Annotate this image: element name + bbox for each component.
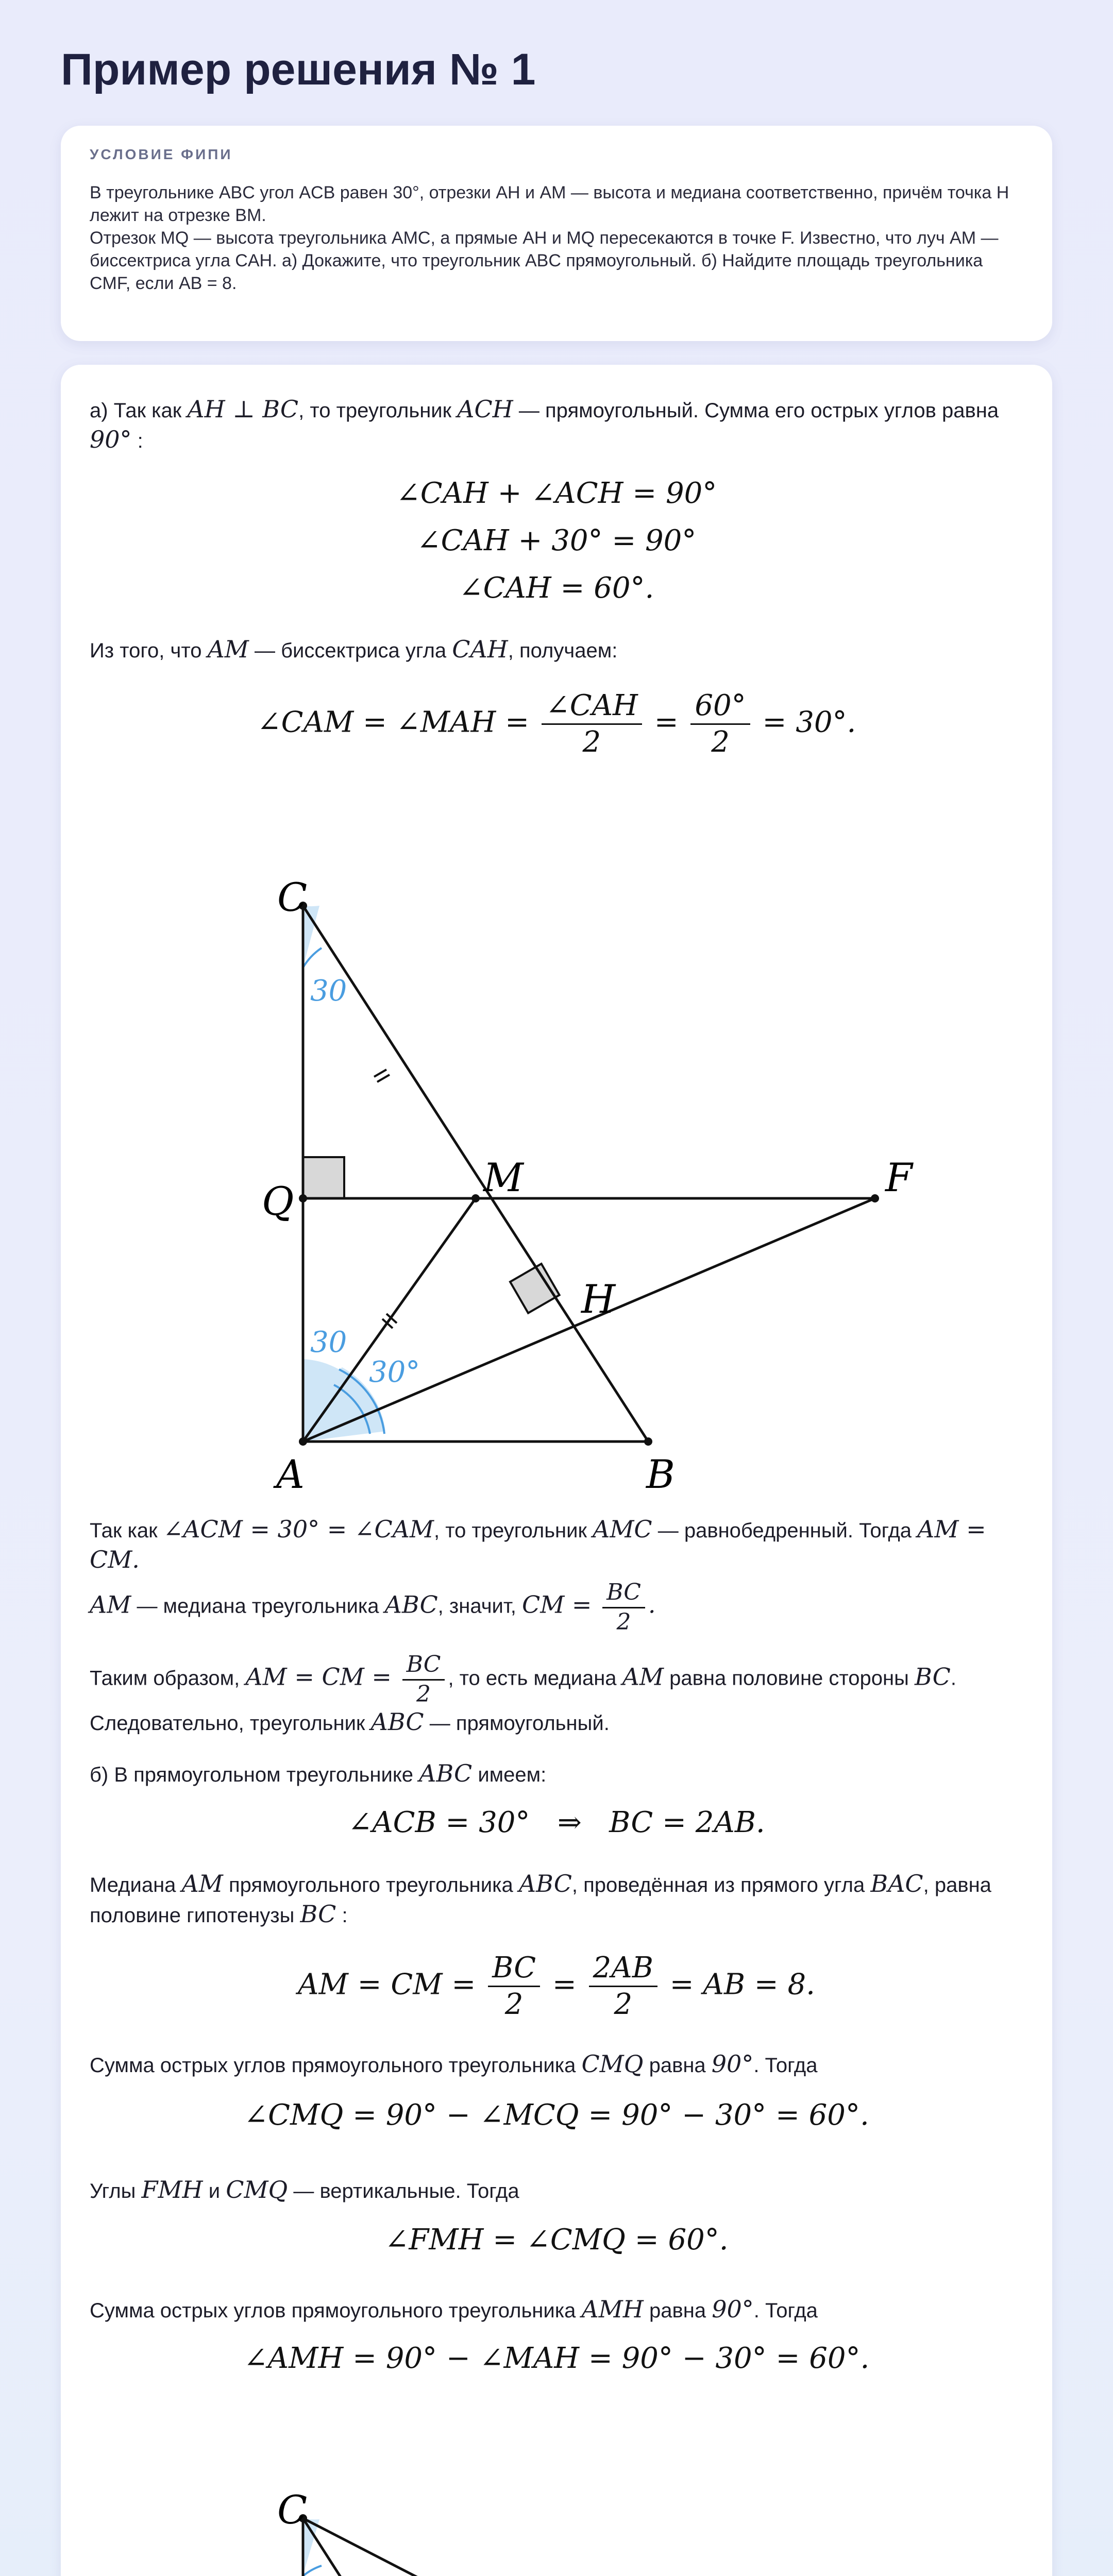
tick-cm-1 [374,1070,386,1077]
right-angle-q [303,1157,344,1198]
condition-card [61,126,1052,341]
equation-3: ∠CAH = 60°. [459,571,654,605]
label-m: M [483,1155,524,1200]
solution-text-3: Так как ∠ACM = 30° = ∠CAM, то треугольник AMC — равнобедренный. Тогда AM = CM. [90,1515,986,1573]
label-a: A [276,1451,305,1497]
solution-text-4: AM — медиана треугольника ABC, значит, CM = $\frac{BC}{2}$ . [90,1579,656,1635]
solution-text-8: Сумма острых углов прямоугольного треугольника CMQ равна 90°. Тогда [90,2050,818,2078]
solution-card [61,365,1052,2576]
condition-paragraph-1: В треугольнике ABC угол ACB равен 30°, отрезки AH и AM — высота и медиана соответственно, причём точка H лежит на отрезке BM. [90,183,1009,225]
angle-c-arc [303,2566,322,2576]
equation-9: ∠AMH = 90° − ∠MAH = 90° − 30° = 60°. [243,2342,870,2375]
equation-2: ∠CAH + 30° = 90° [416,524,697,557]
label-f: F [885,1155,913,1200]
angle-c-label: 30 [310,974,347,1008]
condition-text [90,181,1023,295]
figure-1-diagram [246,818,913,1509]
line-cf [303,2518,875,2576]
equation-5: ∠ACB = 30° ⇒ BC = 2AB. [348,1806,765,1839]
solution-text-6: б) В прямоугольном треугольнике ABC имеем: [90,1759,547,1787]
line-cb [303,2518,648,2576]
point-f [871,1194,879,1202]
condition-label: УСЛОВИЕ ФИПИ [90,146,233,162]
condition-paragraph-2: Отрезок MQ — высота треугольника AMC, а прямые AH и MQ пересекаются в точке F. Известно, что луч AM — биссектриса угла CAH. а) Докажите, что треугольник ABC прямоугольный. б) Найдите площадь треугольника CMF, если AB = 8. [90,228,999,293]
solution-text-10: Сумма острых углов прямоугольного треугольника AMH равна 90°. Тогда [90,2295,818,2323]
equation-4: ∠CAM = ∠MAH = $\frac{\text{∠CAH}}{2}$ = $\frac{60^\circ}{2}$ = 30°. [257,689,856,759]
label-c: C [277,2487,308,2533]
line-cb [303,906,648,1442]
equation-8: ∠FMH = ∠CMQ = 60°. [384,2223,729,2257]
angle-a1-label: 30 [310,1326,347,1359]
angle-a2-label: 30° [369,1355,420,1389]
page-title: Пример решения № 1 [61,45,536,94]
solution-text-5: Таким образом, AM = CM = $\frac{BC}{2}$ , то есть медиана AM равна половине стороны BC. Следовательно, треугольник ABC — прямоугольный. [90,1651,956,1736]
equation-7: ∠CMQ = 90° − ∠MCQ = 90° − 30° = 60°. [244,2098,869,2132]
solution-text-1: а) Так как AH ⊥ BC, то треугольник ACH — прямоугольный. Сумма его острых углов равна 90° : [90,395,999,453]
right-angle-h [510,1264,560,1313]
label-b: B [646,1451,675,1497]
solution-text-2: Из того, что AM — биссектриса угла CAH, получаем: [90,635,618,663]
point-b [644,1437,652,1446]
label-c: C [277,874,308,920]
equation-6: AM = CM = $\frac{BC}{2}$ = $\frac{2AB}{2}$ = AB = 8. [298,1951,815,2022]
equation-1: ∠CAH + ∠ACH = 90° [396,477,717,510]
label-h: H [581,1276,616,1322]
solution-text-9: Углы FMH и CMQ — вертикальные. Тогда [90,2176,519,2204]
point-a [299,1437,307,1446]
figure-2-diagram [246,2431,823,2576]
point-q [299,1194,307,1202]
solution-text-7: Медиана AM прямоугольного треугольника ABC, проведённая из прямого угла BAC, равна половине гипотенузы BC : [90,1870,991,1928]
point-m [471,1194,480,1202]
tick-cm-2 [377,1075,390,1082]
label-q: Q [262,1178,294,1224]
